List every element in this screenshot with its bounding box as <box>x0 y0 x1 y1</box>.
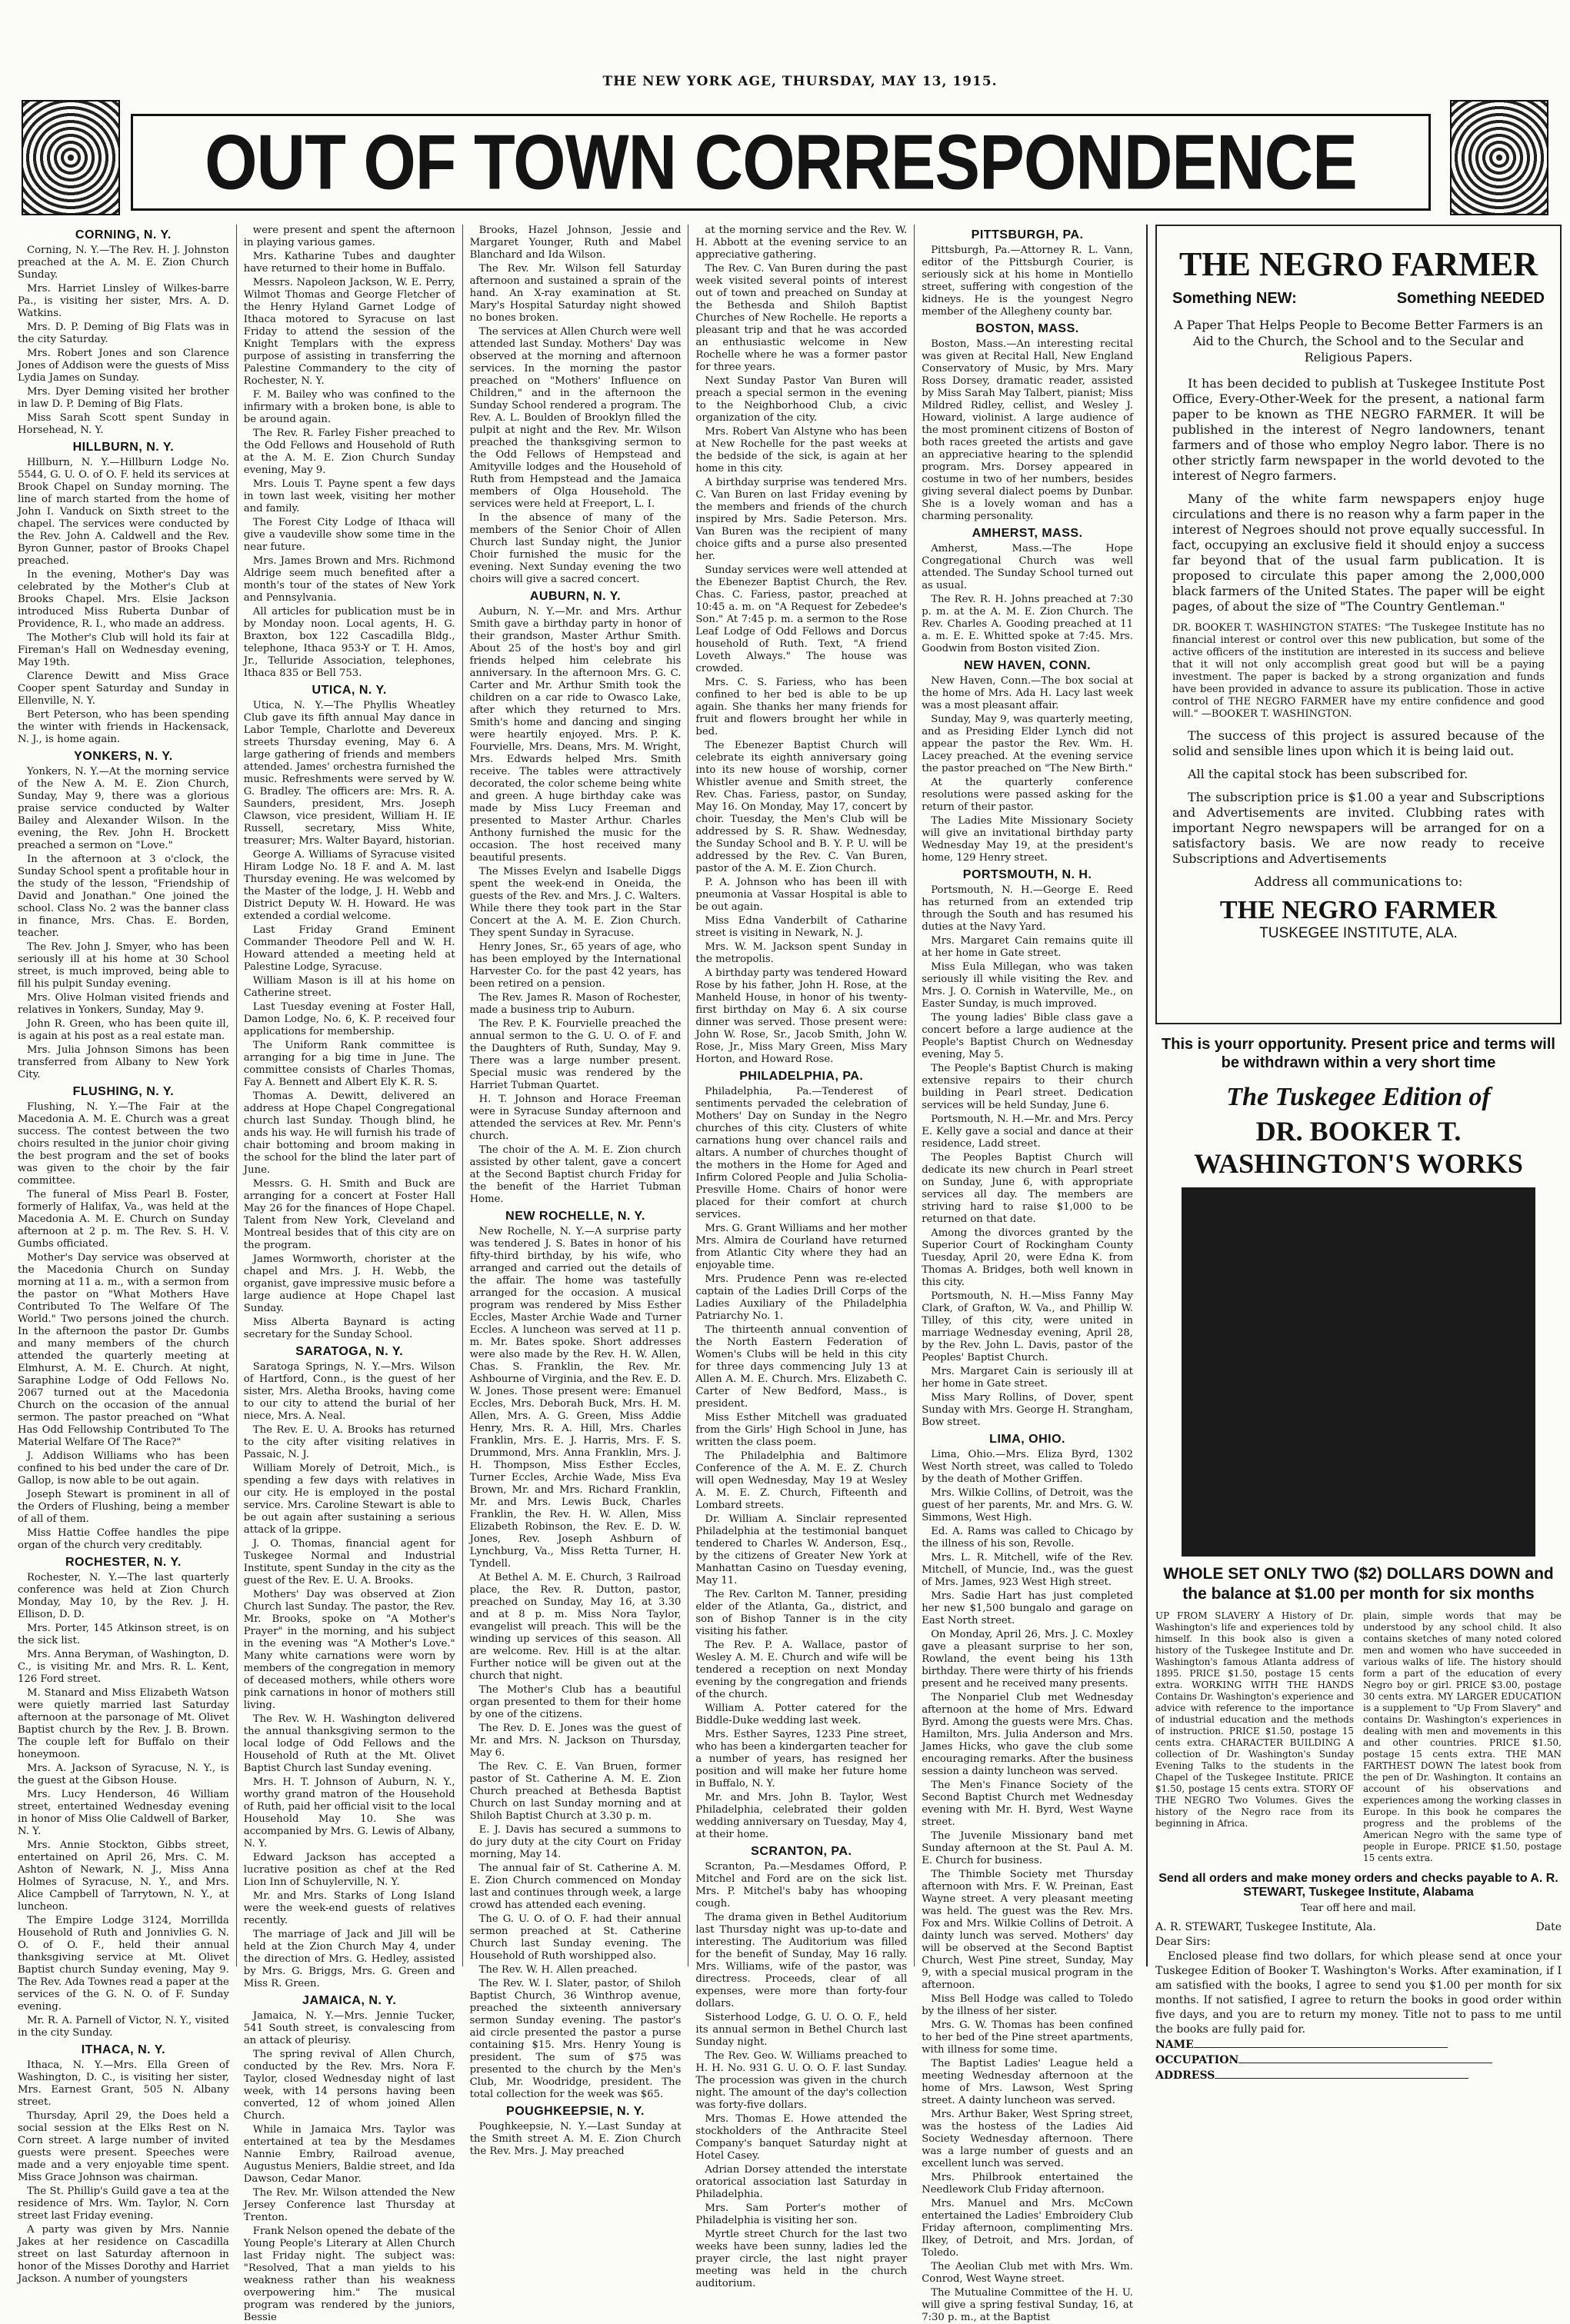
dispatch-paragraph: Ithaca, N. Y.—Mrs. Ella Green of Washington, D. C., is visiting her sister, Mrs. Earnest Grant, 505 N. Albany street. <box>18 2059 229 2108</box>
dispatch-paragraph: The Mutualine Committee of the H. U. will give a spring festival Sunday, 16, at 7:30 p. m., at the Baptist <box>922 2287 1133 2323</box>
dispatch-paragraph: Portsmouth, N. H.—George E. Reed has returned from an extended trip through the South and has resumed his duties at the Navy Yard. <box>922 884 1133 933</box>
dispatch-paragraph: The St. Phillip's Guild gave a tea at the residence of Mrs. Wm. Taylor, N. Corn street last Friday evening. <box>18 2186 229 2222</box>
dispatch-paragraph: The Baptist Ladies' League held a meeting Wednesday afternoon at the home of Mrs. Lawson, West Spring street. A dainty luncheon was served. <box>922 2058 1133 2106</box>
dispatch-paragraph: The Rev. W. I. Slater, pastor, of Shiloh Baptist Church, 36 Winthrop avenue, preached the sixteenth anniversary sermon Sunday evening. The pastor's aid circle presented the pastor a purse containing $15. Mrs. Henry Young is president. The sum of $75 was presented to the church by the Men's Club, Mr. Woodridge, president. The total collection for the week was $65. <box>469 1978 682 2100</box>
dispatch-paragraph: E. J. Davis has secured a summons to do jury duty at the city Court on Friday morning, May 14. <box>469 1824 682 1860</box>
dispatch-paragraph: At Bethel A. M. E. Church, 3 Railroad place, the Rev. R. Dutton, pastor, preached on Sunday, May 16, at 3.30 and at 8 p. m. Miss Nora Taylor, evangelist will preach. This will be the winding up services of this season. All are welcome. Rev. Hill is at the altar. Further notice will be given out at the church that night. <box>469 1572 682 1682</box>
dispatch-paragraph: Mrs. Porter, 145 Atkinson street, is on the sick list. <box>18 1623 229 1646</box>
portrait-image <box>1182 1187 1535 1557</box>
dispatch-paragraph: The annual fair of St. Catherine A. M. E. Zion Church commenced on Monday last and continues through week, a large crowd has attended each evening. <box>469 1863 682 1911</box>
dispatch-paragraph: Mrs. Sam Porter's mother of Philadelphia is visiting her son. <box>695 2202 908 2226</box>
order-instructions: Send all orders and make money orders and checks payable to A. R. STEWART, Tuskegee Institute, Alabama <box>1158 1872 1558 1899</box>
dispatch-heading: POUGHKEEPSIE, N. Y. <box>506 2105 645 2118</box>
dispatch-heading: HILLBURN, N. Y. <box>72 441 175 454</box>
dispatch-paragraph: The Forest City Lodge of Ithaca will give a vaudeville show some time in the near future. <box>243 517 455 553</box>
dispatch-paragraph: Jamaica, N. Y.—Mrs. Jennie Tucker, 541 South street, is convalescing from an attack of pleurisy. <box>243 2010 455 2046</box>
dispatch-paragraph: The thirteenth annual convention of the North Eastern Federation of Women's Clubs will be held in this city for three days commencing July 13 at Allen A. M. E. Church. Mrs. Elizabeth C. Carter of New Bedford, Mass., is president. <box>695 1324 908 1410</box>
book-list-left: UP FROM SLAVERY A History of Dr. Washington's life and experiences told by himself. In this book also is given a history of the Tuskegee Institute and Dr. Washington's famous Atlanta address of 1895. PRICE $1.50, postage 15 cents extra. WORKING WITH THE HANDS Contains Dr. Washington's experience and advice with reference to the importance of industrial education and the methods of instruction. PRICE $1.50, postage 15 cents extra. CHARACTER BUILDING A collection of Dr. Washington's Sunday Evening Talks to the students in the Chapel of the Tuskegee Institute. PRICE $1.50, postage 15 cents extra. STORY OF THE NEGRO Two Volumes. Gives the history of the Negro race from its beginning in Africa. <box>1155 1610 1354 1829</box>
dispatch-paragraph: Mr. and Mrs. Starks of Long Island were the week-end guests of relatives recently. <box>243 1890 455 1926</box>
dispatch-paragraph: The Ebenezer Baptist Church will celebrate its eighth anniversary going into its new house of worship, corner Whistler avenue and Smith street, the Rev. Chas. Fariess, pastor, on Sunday, May 16. On Monday, May 17, concert by choir. Tuesday, the Men's Club will be addressed by S. R. Shaw. Wednesday, the Sunday School and B. Y. P. U. will be addressed by the Rev. C. Van Buren, pastor of the A. M. E. Zion Church. <box>695 740 908 874</box>
page-title: OUT OF TOWN CORRESPONDENCE <box>205 118 1357 206</box>
dispatch-paragraph: Utica, N. Y.—The Phyllis Wheatley Club gave its fifth annual May dance in Labor Temple, Charlotte and Devereux streets Thursday evening, May 6. A large gathering of friends and members attended. James' orchestra furnished the music. Refreshments were served by W. G. Bradley. The officers are: Mrs. R. A. Saunders, president, Mrs. Joseph Clawson, vice president, William H. IE Russell, secretary, Miss White, treasurer; Mrs. Walter Bayard, historian. <box>243 700 455 847</box>
washington-works-ad <box>1155 1035 1562 2083</box>
dispatch-paragraph: Philadelphia, Pa.—Tenderest of sentiments pervaded the celebration of Mothers' Day on Sunday in the Negro churches of this city. Clusters of white carnations hung over chancel rails and altars. A number of churches thought of the mothers in the Home for Aged and Infirm Colored People and Julia Scholia-Presville Home. Chairs of honor were placed for their comfort at church services. <box>695 1086 908 1220</box>
news-column <box>688 225 915 2289</box>
dispatch-paragraph: While in Jamaica Mrs. Taylor was entertained at tea by the Mesdames Nannie Embry, Railroad avenue, Augustus Meniers, Baldie street, and Ida Dawson, Cedar Manor. <box>243 2124 455 2185</box>
dispatch-paragraph: The Misses Evelyn and Isabelle Diggs spent the week-end in Oneida, the guests of the Rev. and Mrs. J. C. Walters. While there they took part in the Star Concert at the A. M. E. Zion Church. They spent Sunday in Syracuse. <box>469 866 682 939</box>
ad-paragraph: Many of the white farm newspapers enjoy huge circulations and there is no reason why a farm paper in the interest of Negroes should not prove equally successful. In fact, occupying an exclusive field it should enjoy a success far beyond that of the usual farm publication. It is proposed to circulate this paper among the 2,000,000 black farmers of the United States. The paper will be eight pages, of about the size of "The Country Gentleman." <box>1172 491 1545 614</box>
dispatch-heading: BOSTON, MASS. <box>975 322 1079 335</box>
dispatch-paragraph: at the morning service and the Rev. W. H. Abbott at the evening service to an appreciative gathering. <box>695 225 908 261</box>
dispatch-paragraph: In the afternoon at 3 o'clock, the Sunday School spent a profitable hour in the study of the lesson, "Friendship of David and Jonathan." One joined the school. Class No. 2 was the banner class in finance, Mrs. Chas. E. Borden, teacher. <box>18 854 229 939</box>
dispatch-paragraph: Boston, Mass.—An interesting recital was given at Recital Hall, New England Conservatory of Music, by Mrs. Mary Ross Dorsey, dramatic reader, assisted by Miss Sarah May Talbert, pianist; Miss Mildred Ridley, cellist, and Wesley J. Howard, violinist. A large audience of the most prominent citizens of Boston of both races greeted the artists and gave an appreciative hearing to the splendid program. Mrs. Dorsey appeared in costume in two of her numbers, besides giving several dialect poems by Dunbar. She is a lovely woman and has a charming personality. <box>922 338 1133 522</box>
dispatch-paragraph: The funeral of Miss Pearl B. Foster, formerly of Halifax, Va., was held at the Macedonia A. M. E. Church on Sunday afternoon at 2 p. m. The Rev. S. H. V. Gumbs officiated. <box>18 1189 229 1250</box>
dispatch-paragraph: The Peoples Baptist Church will dedicate its new church in Pearl street on Sunday, June 6, with appropriate services all day. The members are striving hard to raise $1,000 to be returned on that date. <box>922 1152 1133 1225</box>
dispatch-paragraph: The Rev. R. H. Johns preached at 7:30 p. m. at the A. M. E. Zion Church. The Rev. Charles A. Gooding preached at 11 a. m. E. E. Whitted spoke at 7:45. Mrs. Goodwin from Boston visited Zion. <box>922 594 1133 654</box>
dispatch-paragraph: Mr. and Mrs. John B. Taylor, West Philadelphia, celebrated their golden wedding anniversary on Tuesday, May 4, at their home. <box>695 1792 908 1840</box>
dispatch-paragraph: Mrs. Katharine Tubes and daughter have returned to their home in Buffalo. <box>243 251 455 275</box>
dispatch-paragraph: Edward Jackson has accepted a lucrative position as chef at the Red Lion Inn of Schuylerville, N. Y. <box>243 1852 455 1888</box>
form-field-row <box>1155 2037 1562 2053</box>
dispatch-paragraph: New Haven, Conn.—The box social at the home of Mrs. Ada H. Lacy last week was a most pleasant affair. <box>922 675 1133 711</box>
dispatch-paragraph: Mrs. L. R. Mitchell, wife of the Rev. Mitchell, of Muncie, Ind., was the guest of Mrs. James, 923 West High street. <box>922 1552 1133 1588</box>
dispatch-paragraph: Miss Bell Hodge was called to Toledo by the illness of her sister. <box>922 1993 1133 2017</box>
dispatch-paragraph: Mrs. Harriet Linsley of Wilkes-barre Pa., is visiting her sister, Mrs. A. D. Watkins. <box>18 283 229 319</box>
dispatch-paragraph: Scranton, Pa.—Mesdames Offord, P. Mitchel and Ford are on the sick list. Mrs. P. Mitchel's baby has whooping cough. <box>695 1861 908 1909</box>
dispatch-paragraph: The Rev. P. A. Wallace, pastor of Wesley A. M. E. Church and wife will be tendered a reception on next Monday evening by the congregation and friends of the church. <box>695 1640 908 1700</box>
dispatch-paragraph: In the absence of many of the members of the Senior Choir of Allen Church last Sunday night, the Junior Choir furnished the music for the evening. Next Sunday evening the two choirs will give a sacred concert. <box>469 512 682 585</box>
dispatch-paragraph: Saratoga Springs, N. Y.—Mrs. Wilson of Hartford, Conn., is the guest of her sister, Mrs. Aletha Brooks, having come to our city to attend the burial of her niece, Mrs. A. Neal. <box>243 1361 455 1422</box>
form-fields <box>1155 2037 1562 2083</box>
dispatch-heading: JAMAICA, N. Y. <box>302 1994 397 2007</box>
ornament-right <box>1450 100 1548 215</box>
dispatch-paragraph: Yonkers, N. Y.—At the morning service of the New A. M. E. Zion Church, Sunday, May 9, there was a glorious praise service conducted by Walter Bailey and Alexander Wilson. In the evening, the Rev. John H. Brockett preached a sermon on "Love." <box>18 766 229 851</box>
dispatch-paragraph: Mrs. Olive Holman visited friends and relatives in Yonkers, Sunday, May 9. <box>18 992 229 1016</box>
washington-statement: DR. BOOKER T. WASHINGTON STATES: "The Tuskegee Institute has no financial interest or control over this new publication, but some of the active officers of the institution are interested in its success and believe that it will not only accomplish great good but will be a paying investment. The paper is backed by a strong organization and funds have been provided in advance to assure its publication. Those in active control of THE NEGRO FARMER have my entire confidence and good will." —BOOKER T. WASHINGTON. <box>1172 622 1545 720</box>
dispatch-paragraph: Mrs. W. M. Jackson spent Sunday in the metropolis. <box>695 941 908 965</box>
dispatch-paragraph: Mrs. Lucy Henderson, 46 William street, entertained Wednesday evening in honor of Miss Olie Caldwell of Barker, N. Y. <box>18 1789 229 1837</box>
form-field-row <box>1155 2068 1562 2083</box>
dispatch-paragraph: Last Tuesday evening at Foster Hall, Damon Lodge, No. 6, K. P. received four applications for membership. <box>243 1001 455 1037</box>
tag-right: Something NEEDED <box>1396 290 1545 307</box>
form-salutation: Dear Sirs: <box>1155 1936 1211 1948</box>
dispatch-paragraph: Myrtle street Church for the last two weeks have been sunny, ladies led the prayer circle, the last night prayer meeting was held in the church auditorium. <box>695 2229 908 2289</box>
news-column <box>237 225 463 2323</box>
form-field-label: NAME <box>1155 2039 1194 2051</box>
dispatch-paragraph: The spring revival of Allen Church, conducted by the Rev. Mrs. Nora F. Taylor, closed Wednesday night of last week, with 14 persons having been converted, 12 of whom joined Allen Church. <box>243 2049 455 2122</box>
dispatch-paragraph: Bert Peterson, who has been spending the winter with friends in Hackensack, N. J., is home again. <box>18 709 229 745</box>
dispatch-paragraph: The Uniform Rank committee is arranging for a big time in June. The committee consists of Charles Thomas, Fay A. Bennett and Albert Ely K. R. S. <box>243 1040 455 1088</box>
dispatch-paragraph: J. Addison Williams who has been confined to his bed under the care of Dr. Gallop, is now able to be out again. <box>18 1450 229 1487</box>
dispatch-paragraph: The Rev. R. Farley Fisher preached to the Odd Fellows and Household of Ruth at the A. M. E. Zion Church Sunday evening, May 9. <box>243 428 455 476</box>
dispatch-paragraph: At the quarterly conference resolutions were passed asking for the return of their pastor. <box>922 777 1133 813</box>
book-list-right: plain, simple words that may be understood by any school child. It also contains sketches of many noted colored men and women who have succeeded in various walks of life. The history should form a part of the education of every Negro boy or girl. PRICE $3.00, postage 30 cents extra. MY LARGER EDUCATION is a supplement to "Up From Slavery" and contains Dr. Washington's experiences in dealing with men and movements in this and other countries. PRICE $1.50, postage 15 cents extra. THE MAN FARTHEST DOWN The latest book from the pen of Dr. Washington. It contains an account of his observations and experiences among the working classes in Europe. In this book he compares the progress and the problems of the American Negro with the same type of people in Europe. PRICE $1.50, postage 15 cents extra. <box>1363 1610 1562 1863</box>
dispatch-paragraph: Dr. William A. Sinclair represented Philadelphia at the testimonial banquet tendered to Charles W. Anderson, Esq., by the citizens of Greater New York at Manhattan Casino on Tuesday evening, May 11. <box>695 1513 908 1587</box>
form-body: Enclosed please find two dollars, for which please send at once your Tuskegee Edition of Booker T. Washington's Works. After examination, if I am satisfied with the books, I agree to send you $1.00 per month for six months. If not satisfied, I agree to return the books in good order within five days, and you are to return my money. Title not to pass to me until the books are fully paid for. <box>1155 1950 1562 2036</box>
dispatch-paragraph: In the evening, Mother's Day was celebrated by the Mother's Club at Brooks Chapel. Mrs. Elsie Jackson introduced Miss Ruberta Dunbar of Providence, R. I., who made an address. <box>18 569 229 630</box>
dispatch-paragraph: Mrs. H. T. Johnson of Auburn, N. Y., worthy grand matron of the Household of Ruth, paid her official visit to the local Household May 10. She was accompanied by Mrs. G. Lewis of Albany, N. Y. <box>243 1776 455 1850</box>
dispatch-paragraph: The Rev. Geo. W. Williams preached to H. H. No. 931 G. U. O. O. F. last Sunday. The procession was given in the church night. The amount of the day's collection was forty-five dollars. <box>695 2050 908 2111</box>
dispatch-paragraph: The Rev. Mr. Wilson attended the New Jersey Conference last Thursday at Trenton. <box>243 2187 455 2223</box>
dispatch-paragraph: Messrs. Napoleon Jackson, W. E. Perry, Wilmot Thomas and George Fletcher of the Henry Hyland Garnet Lodge of Ithaca motored to Syracuse on last Friday to attend the session of the Knight Templars with the express purpose of assisting in transferring the Palestine Commandery to the city of Rochester, N. Y. <box>243 277 455 387</box>
dispatch-paragraph: The marriage of Jack and Jill will be held at the Zion Church May 4, under the direction of Mrs. G. Hedley, assisted by Mrs. G. Briggs, Mrs. G. Green and Miss R. Green. <box>243 1929 455 1989</box>
dispatch-paragraph: Mrs. G. Grant Williams and her mother Mrs. Almira de Courland have returned from Atlantic City where they had an enjoyable time. <box>695 1223 908 1271</box>
form-field-label: ADDRESS <box>1155 2069 1215 2082</box>
dispatch-paragraph: Sisterhood Lodge, G. U. O. O. F., held its annual sermon in Bethel Church last Sunday night. <box>695 2012 908 2048</box>
dispatch-paragraph: Mrs. Manuel and Mrs. McCown entertained the Ladies' Embroidery Club Friday afternoon, complimenting Mrs. Ilkey, of Detroit, and Mrs. Jordan, of Toledo. <box>922 2198 1133 2259</box>
dispatch-heading: ROCHESTER, N. Y. <box>65 1556 182 1569</box>
dispatch-paragraph: Henry Jones, Sr., 65 years of age, who has been employed by the International Harvester Co. for the past 42 years, has been retired on a pension. <box>469 941 682 990</box>
dispatch-heading: NEW HAVEN, CONN. <box>964 659 1092 672</box>
address-intro: Address all communications to: <box>1254 874 1463 890</box>
dispatch-paragraph: Flushing, N. Y.—The Fair at the Macedonia A. M. E. Church was a great success. The contest between the two choirs resulted in the junior choir giving the best program and the set of books was given to the choir by the fair committee. <box>18 1101 229 1187</box>
dispatch-paragraph: F. M. Bailey who was confined to the infirmary with a broken bone, is able to be around again. <box>243 389 455 425</box>
dispatch-paragraph: Portsmouth, N. H.—Mr. and Mrs. Percy E. Kelly gave a social and dance at their residence, Ladd street. <box>922 1114 1133 1150</box>
dispatch-paragraph: Mr. R. A. Parnell of Victor, N. Y., visited in the city Sunday. <box>18 2015 229 2039</box>
ad-paragraph: The success of this project is assured because of the solid and sensible lines upon which it is being laid out. <box>1172 728 1545 758</box>
dispatch-paragraph: Mrs. Annie Stockton, Gibbs street, entertained on April 26, Mrs. C. M. Ashton of Newark, N. J., Miss Anna Holmes of Syracuse, N. Y., and Mrs. Alice Campbell of Tarrytown, N. Y., at luncheon. <box>18 1840 229 1913</box>
dispatch-paragraph: Mrs. Louis T. Payne spent a few days in town last week, visiting her mother and family. <box>243 478 455 514</box>
form-date: Date <box>1535 1921 1562 1933</box>
dispatch-paragraph: The Rev. C. E. Van Bruen, former pastor of St. Catherine A. M. E. Zion Church preached at Bethesda Baptist Church on last Sunday morning and at Shiloh Baptist Church at 3.30 p. m. <box>469 1761 682 1822</box>
dispatch-heading: NEW ROCHELLE, N. Y. <box>505 1210 645 1223</box>
form-field-row <box>1155 2053 1562 2068</box>
dispatch-paragraph: Mrs. Wilkie Collins, of Detroit, was the guest of her parents, Mr. and Mrs. G. W. Simmons, West High. <box>922 1487 1133 1523</box>
dispatch-paragraph: The Rev. John J. Smyer, who has been seriously ill at his home at 30 School street, is much improved, being able to fill his pulpit Sunday evening. <box>18 941 229 990</box>
dispatch-paragraph: Mother's Day service was observed at the Macedonia Church on Sunday morning at 11 a. m., with a sermon from the pastor on "What Mothers Have Contributed To The Welfare Of The World." Two persons joined the church. In the afternoon the pastor Dr. Gumbs and many members of the church attended the quarterly meeting at Elmhurst, A. M. E. Church. At night, Saraphine Lodge of Odd Fellows No. 2067 turned out at the Macedonia Church on the occasion of the annual sermon. The pastor preached on "What Has Odd Fellowship Contributed To The Material Welfare Of The Race?" <box>18 1252 229 1448</box>
dispatch-paragraph: William Morely of Detroit, Mich., is spending a few days with relatives in our city. He is employed in the postal service. Mrs. Caroline Stewart is able to be out again after sustaining a serious attack of la grippe. <box>243 1463 455 1536</box>
dispatch-heading: YONKERS, N. Y. <box>74 750 173 763</box>
ad-paragraph: All the capital stock has been subscribed for. <box>1188 767 1468 781</box>
dispatch-paragraph: Miss Hattie Coffee handles the pipe organ of the church very creditably. <box>18 1527 229 1551</box>
dispatch-paragraph: Mrs. Arthur Baker, West Spring street, was the hostess of the Ladies Aid Society Wednesday afternoon. There was a large number of guests and an excellent lunch was served. <box>922 2109 1133 2169</box>
dispatch-heading: SCRANTON, PA. <box>751 1845 852 1858</box>
book-list <box>1155 1610 1562 1864</box>
dispatch-paragraph: Miss Eula Millegan, who was taken seriously ill while visiting the Rev. and Mrs. J. O. Cornish in Waterville, Me., on Easter Sunday, is much improved. <box>922 961 1133 1010</box>
dispatch-paragraph: James Wormworth, chorister at the chapel and Mrs. J. H. Webb, the organist, gave impressive music before a large audience at Hope Chapel last Sunday. <box>243 1254 455 1314</box>
order-form <box>1155 1920 1562 2083</box>
dispatch-paragraph: Miss Mary Rollins, of Dover, spent Sunday with Mrs. George H. Strangham, Bow street. <box>922 1392 1133 1428</box>
dispatch-paragraph: Rochester, N. Y.—The last quarterly conference was held at Zion Church Monday, May 10, by the Rev. J. H. Ellison, D. D. <box>18 1572 229 1620</box>
dispatch-paragraph: Brooks, Hazel Johnson, Jessie and Margaret Younger, Ruth and Mabel Blanchard and Ida Wilson. <box>469 225 682 261</box>
tear-line: Tear off here and mail. <box>1301 1903 1416 1914</box>
dispatch-paragraph: P. A. Johnson who has been ill with pneumonia at Vassar Hospital is able to be out again. <box>695 877 908 913</box>
dispatch-paragraph: Miss Esther Mitchell was graduated from the Girls' High School in June, has written the class poem. <box>695 1412 908 1448</box>
ornament-left <box>22 100 120 215</box>
dispatch-paragraph: The Rev. P. K. Fourvielle preached the annual sermon to the G. U. O. of F. and the Daughters of Ruth, Sunday, May 9. There was a large number present. Special music was rendered by the Harriet Tubman Quartet. <box>469 1018 682 1091</box>
ad-paragraph: The subscription price is $1.00 a year and Subscriptions and Advertisements are invited. Clubbing rates with important Negro newspapers will be arranged for on a satisfactory basis. We are now ready to receive Subscriptions and Advertisements <box>1172 790 1545 866</box>
dispatch-paragraph: The choir of the A. M. E. Zion church assisted by other talent, gave a concert at the Second Baptist church Friday for the benefit of the Harriet Tubman Home. <box>469 1144 682 1205</box>
section-banner <box>131 114 1431 211</box>
dispatch-paragraph: Mrs. G. W. Thomas has been confined to her bed of the Pine street apartments, with illness for some time. <box>922 2019 1133 2056</box>
edition-title: The Tuskegee Edition of <box>1226 1083 1491 1111</box>
ad-brand: THE NEGRO FARMER <box>1219 896 1498 924</box>
dispatch-paragraph: The Thimble Society met Thursday afternoon with Mrs. F. W. Preinan, East Wayne street. A very pleasant meeting was held. The guest was the Rev. Mrs. Fox and Mrs. Wilkie Collins of Detroit. A dainty lunch was served. Mothers' day will be observed at the Second Baptist Church, West Pine street, Sunday, May 9, with a special musical program in the afternoon. <box>922 1869 1133 1991</box>
dispatch-paragraph: Corning, N. Y.—The Rev. H. J. Johnston preached at the A. M. E. Zion Church Sunday. <box>18 245 229 281</box>
dispatch-paragraph: The Rev. E. U. A. Brooks has returned to the city after visiting relatives in Passaic, N. J. <box>243 1424 455 1460</box>
dispatch-paragraph: William A. Potter catered for the Biddle-Duke wedding last week. <box>695 1703 908 1726</box>
dispatch-paragraph: Last Friday Grand Eminent Commander Theodore Pell and W. H. Howard attended a meeting held at Palestine Lodge, Syracuse. <box>243 924 455 973</box>
dispatch-paragraph: The drama given in Bethel Auditorium last Thursday night was up-to-date and interesting. The Auditorium was filled for the benefit of Sunday, May 16 rally. Mrs. Williams, wife of the pastor, was directress. Proceeds, clear of all expenses, were more than forty-four dollars. <box>695 1912 908 2009</box>
ad-title: THE NEGRO FARMER <box>1178 245 1538 283</box>
dispatch-paragraph: John R. Green, who has been quite ill, is again at his post as a real estate man. <box>18 1018 229 1042</box>
dispatch-paragraph: The Men's Finance Society of the Second Baptist Church met Wednesday evening with Mr. H. Byrd, West Wayne street. <box>922 1780 1133 1828</box>
dispatch-heading: CORNING, N. Y. <box>75 228 172 241</box>
dispatch-paragraph: The People's Baptist Church is making extensive repairs to their church building in Pearl street. Dedication services will be held Sunday, June 6. <box>922 1063 1133 1111</box>
dispatch-paragraph: Sunday, May 9, was quarterly meeting, and as Presiding Elder Lynch did not appear the pastor the Rev. Wm. H. Lacey preached. At the evening service the pastor preached on "The New Birth." <box>922 714 1133 774</box>
dispatch-heading: SARATOGA, N. Y. <box>295 1345 404 1358</box>
dispatch-paragraph: Mrs. Dyer Deming visited her brother in law D. P. Deming of Big Flats. <box>18 386 229 410</box>
dispatch-paragraph: The services at Allen Church were well attended last Sunday. Mothers' Day was observed at the morning and afternoon services. In the morning the pastor preached on "Mothers' Influence on Children," and in the afternoon the Sunday School rendered a program. The Rev. A. L. Boulden of Brooklyn filled the pulpit at night and the Rev. Mr. Wilson preached the thanksgiving sermon to the Odd Fellows of Hempstead and Amityville lodges and the Household of Ruth from Hempstead and the Jamaica members of Olga Household. The services were held at Freeport, L. I. <box>469 326 682 510</box>
form-field-line[interactable] <box>1238 2053 1492 2063</box>
dispatch-paragraph: Mrs. Robert Jones and son Clarence Jones of Addison were the guests of Miss Lydia James on Sunday. <box>18 348 229 384</box>
dispatch-paragraph: Messrs. G. H. Smith and Buck are arranging for a concert at Foster Hall May 26 for the finances of Hope Chapel. Talent from New York, Cleveland and Montreal besides that of this city are on the program. <box>243 1178 455 1251</box>
dispatch-heading: LIMA, OHIO. <box>989 1433 1065 1446</box>
dispatch-paragraph: A birthday surprise was tendered Mrs. C. Van Buren on last Friday evening by the members and friends of the church inspired by Mrs. Sadie Peterson. Mrs. Van Buren was the recipient of many choice gifts and a purse also presented her. <box>695 477 908 562</box>
dispatch-paragraph: The Aeolian Club met with Mrs. Wm. Conrod, West Wayne street. <box>922 2261 1133 2285</box>
dispatch-paragraph: Mrs. A. Jackson of Syracuse, N. Y., is the guest at the Gibson House. <box>18 1763 229 1786</box>
form-to: A. R. STEWART, Tuskegee Institute, Ala. <box>1155 1921 1376 1933</box>
dispatch-paragraph: A birthday party was tendered Howard Rose by his father, John H. Rose, at the Manheld House, in honor of his twenty-first birthday on May 6. A six course dinner was served. Those present were: John W. Rose, Sr., Jacob Smith, John W. Rose, Jr., Miss Mary Green, Miss Mary Horton, and Howard Rose. <box>695 967 908 1065</box>
dispatch-paragraph: Mrs. Anna Beryman, of Washington, D. C., is visiting Mr. and Mrs. R. L. Kent, 126 Ford street. <box>18 1649 229 1685</box>
dispatch-paragraph: The Rev. D. E. Jones was the guest of Mr. and Mrs. N. Jackson on Thursday, May 6. <box>469 1723 682 1759</box>
dispatch-paragraph: The G. U. O. of O. F. had their annual sermon preached at St. Catherine Church last Sunday evening. The Household of Ruth worshipped also. <box>469 1913 682 1962</box>
dispatch-paragraph: Clarence Dewitt and Miss Grace Cooper spent Saturday and Sunday in Ellenville, N. Y. <box>18 671 229 707</box>
form-field-line[interactable] <box>1194 2037 1448 2048</box>
tag-left: Something NEW: <box>1172 290 1297 307</box>
dispatch-paragraph: Pittsburgh, Pa.—Attorney R. L. Vann, editor of the Pittsburgh Courier, is seriously sick at his home in Montiello street, suffering with congestion of the kidneys. He is the youngest Negro member of the Allegheny county bar. <box>922 245 1133 318</box>
dispatch-paragraph: J. O. Thomas, financial agent for Tuskegee Normal and Industrial Institute, spent Sunday in the city as the guest of the Rev. E. U. A. Brooks. <box>243 1538 455 1587</box>
dispatch-paragraph: Hillburn, N. Y.—Hillburn Lodge No. 5544, G. U. O. of O. F. held its services at Brook Chapel on Sunday morning. The line of march started from the home of John I. Vanduck on Sixth street to the chapel. The services were conducted by the Rev. John A. Caldwell and the Rev. Byron Gunner, pastor of Brooks Chapel preached. <box>18 457 229 567</box>
dispatch-paragraph: Miss Alberta Baynard is acting secretary for the Sunday School. <box>243 1317 455 1340</box>
dispatch-paragraph: Mrs. Philbrook entertained the Needlework Club Friday afternoon. <box>922 2172 1133 2196</box>
dispatch-heading: FLUSHING, N. Y. <box>72 1085 175 1098</box>
dispatch-heading: AUBURN, N. Y. <box>529 590 622 603</box>
dispatch-paragraph: On Monday, April 26, Mrs. J. C. Moxley gave a pleasant surprise to her son, Rowland, the event being his 13th birthday. There were thirty of his friends present and he received many presents. <box>922 1629 1133 1690</box>
dispatch-paragraph: Mrs. Margaret Cain is seriously ill at her home in Gate street. <box>922 1366 1133 1390</box>
dispatch-paragraph: Mrs. James Brown and Mrs. Richmond Aldrige seem much benefited after a month's tour of the states of New York and Pennsylvania. <box>243 555 455 604</box>
dispatch-heading: PHILADELPHIA, PA. <box>739 1070 864 1083</box>
dateline: THE NEW YORK AGE, THURSDAY, MAY 13, 1915. <box>602 74 998 89</box>
works-title: DR. BOOKER T. WASHINGTON'S WORKS <box>1194 1116 1523 1179</box>
dispatch-paragraph: Miss Edna Vanderbilt of Catharine street is visiting in Newark, N. J. <box>695 915 908 939</box>
form-header <box>1155 1920 1562 1935</box>
dispatch-paragraph: Among the divorces granted by the Superior Court of Rockingham County Tuesday, April 20, were Edna K. from Thomas A. Bridges, both well known in this city. <box>922 1227 1133 1288</box>
dispatch-paragraph: Joseph Stewart is prominent in all of the Orders of Flushing, being a member of all of them. <box>18 1489 229 1525</box>
dispatch-heading: ITHACA, N. Y. <box>81 2043 166 2056</box>
ad-place: TUSKEGEE INSTITUTE, ALA. <box>1259 925 1458 941</box>
advertisements <box>1146 225 1562 2082</box>
news-columns <box>11 225 1140 2323</box>
dispatch-paragraph: Mrs. D. P. Deming of Big Flats was in the city Saturday. <box>18 321 229 345</box>
dispatch-paragraph: All articles for publication must be in by Monday noon. Local agents, H. G. Braxton, box 122 Cascadilla Bldg., telephone, Ithaca 953-Y or T. H. Amos, Jr., Telluride Association, telephones, Ithaca 835 or Bell 753. <box>243 606 455 679</box>
dispatch-paragraph: Portsmouth, N. H.—Miss Fanny May Clark, of Grafton, W. Va., and Phillip W. Tilley, of this city, were united in marriage Wednesday evening, April 28, by the Rev. John L. Davis, pastor of the Peoples' Baptist Church. <box>922 1290 1133 1363</box>
form-field-label: OCCUPATION <box>1155 2054 1239 2066</box>
dispatch-paragraph: were present and spent the afternoon in playing various games. <box>243 225 455 248</box>
form-field-line[interactable] <box>1215 2068 1468 2079</box>
dispatch-paragraph: New Rochelle, N. Y.—A surprise party was tendered J. S. Bates in honor of his fifty-third birthday, by his wife, who arranged and carried out the details of the affair. The home was tastefully arranged for the occasion. A musical program was rendered by Miss Esther Eccles, Master Archie Wade and Turner Eccles. A luncheon was served at 11 p. m. Mr. Bates spoke. Short addresses were also made by the Rev. H. W. Allen, Chas. S. Franklin, the Rev. Mr. Ashbourne of Virginia, and the Rev. E. D. W. Jones. Those present were: Emanuel Eccles, Mrs. Deborah Buck, Mrs. H. M. Allen, Mrs. A. G. Green, Miss Addie Henry, Mrs. R. A. Hill, Mrs. Charles Franklin, Mrs. E. J. Harris, Mrs. F. S. Drummond, Mrs. Anna Franklin, Mrs. J. H. Thompson, Miss Esther Eccles, Turner Eccles, Archie Wade, Miss Eva Brown, Mr. and Mrs. Richard Franklin, Mr. and Mrs. Lewis Buck, Charles Franklin, the Rev. H. W. Allen, Miss Elizabeth Robinson, the Rev. E. D. W. Jones, Rev. Joseph Ashburn of Lynchburg, Va., Miss Retta Turner, H. Tyndell. <box>469 1226 682 1570</box>
dispatch-paragraph: The Philadelphia and Baltimore Conference of the A. M. E. Z. Church will open Wednesday, May 19 at Wesley A. M. E. Z. Church, Fifteenth and Lombard streets. <box>695 1450 908 1511</box>
news-column <box>915 225 1140 2323</box>
dispatch-paragraph: The young ladies' Bible class gave a concert before a large audience at the People's Baptist Church on Wednesday evening, May 5. <box>922 1012 1133 1060</box>
ad-tagline <box>1172 290 1545 308</box>
dispatch-heading: PORTSMOUTH, N. H. <box>962 868 1092 881</box>
dispatch-paragraph: Mothers' Day was observed at Zion Church last Sunday. The pastor, the Rev. Mr. Brooks, spoke on "A Mother's Prayer" in the morning, and his subject in the evening was "A Mother's Love." Many white carnations were worn by members of the congregation in memory of deceased mothers, while others wore pink carnations in honor of mothers still living. <box>243 1589 455 1711</box>
ad-intro: A Paper That Helps People to Become Better Farmers is an Aid to the Church, the School and to the Secular and Religious Papers. <box>1174 318 1543 365</box>
news-column <box>11 225 237 2285</box>
dispatch-paragraph: Mrs. C. S. Fariess, who has been confined to her bed is able to be up again. She thanks her many friends for fruit and flowers brought her while in bed. <box>695 677 908 737</box>
news-column <box>463 225 689 2157</box>
dispatch-paragraph: M. Stanard and Miss Elizabeth Watson were quietly married last Saturday afternoon at the parsonage of Mt. Olivet Baptist church by the Rev. J. B. Brown. The couple left for Buffalo on their honeymoon. <box>18 1687 229 1760</box>
dispatch-paragraph: The Juvenile Missionary band met Sunday afternoon at the St. Paul A. M. E. Church for business. <box>922 1830 1133 1866</box>
dispatch-paragraph: Poughkeepsie, N. Y.—Last Sunday at the Smith street A. M. E. Zion Church the Rev. Mrs. J. May preached <box>469 2121 682 2157</box>
dispatch-paragraph: Lima, Ohio.—Mrs. Eliza Byrd, 1302 West North street, was called to Toledo by the death of Mother Griffen. <box>922 1449 1133 1485</box>
dispatch-paragraph: A party was given by Mrs. Nannie Jakes at her residence on Cascadilla street on last Saturday afternoon in honor of the Misses Dorothy and Harriet Jackson. A number of youngsters <box>18 2224 229 2285</box>
dispatch-paragraph: William Mason is ill at his home on Catherine street. <box>243 975 455 999</box>
dispatch-paragraph: The Empire Lodge 3124, Morrillda Household of Ruth and Jonnivlies G. N. O. of O. F., held their annual thanksgiving service at Mt. Olivet Baptist church Sunday evening, May 9. The Rev. Ada Townes read a paper at the services of the G. N. O. of F. Sunday evening. <box>18 1915 229 2013</box>
dispatch-paragraph: Mrs. Julia Johnson Simons has been transferred from Albany to New York City. <box>18 1044 229 1080</box>
dispatch-paragraph: Miss Sarah Scott spent Sunday in Horsehead, N. Y. <box>18 412 229 436</box>
dispatch-heading: AMHERST, MASS. <box>972 527 1083 540</box>
dispatch-paragraph: Sunday services were well attended at the Ebenezer Baptist Church, the Rev. Chas. C. Fariess, pastor, preached at 10:45 a. m. on "A Request for Zebedee's Son." At 7:45 p. m. a sermon to the Rose Leaf Lodge of Odd Fellows and Dorcus household of Ruth. Text, "A friend Loveth Always." The house was crowded. <box>695 564 908 674</box>
dispatch-paragraph: Adrian Dorsey attended the interstate oratorical association last Saturday in Philadelphia. <box>695 2164 908 2200</box>
price-line: WHOLE SET ONLY TWO ($2) DOLLARS DOWN and the balance at $1.00 per month for six months <box>1163 1565 1554 1603</box>
dispatch-paragraph: The Rev. W. H. Allen preached. <box>478 1964 638 1976</box>
dispatch-paragraph: Thursday, April 29, the Does held a social session at the Elks Rest on N. Corn street. A large number of invited guests were present. Speeches were made and a very enjoyable time spent. Miss Grace Johnson was chairman. <box>18 2110 229 2183</box>
dispatch-paragraph: The Rev. James R. Mason of Rochester, made a business trip to Auburn. <box>469 992 682 1016</box>
dispatch-paragraph: Frank Nelson opened the debate of the Young People's Literary at Allen Church last Friday night. The subject was: "Resolved, That a man yields to his weakness rather than his weakness overpowering him." The musical program was rendered by the juniors, Bessie <box>243 2226 455 2323</box>
dispatch-paragraph: The Rev. Carlton M. Tanner, presiding elder of the Atlanta, Ga., district, and son of Bishop Tanner is in the city visiting his father. <box>695 1589 908 1637</box>
dispatch-paragraph: The Nonpariel Club met Wednesday afternoon at the home of Mrs. Edward Byrd. Among the guests were Mrs. Chas. Hamilton, Mrs. Julia Anderson and Mrs. James Hicks, who gave the club some encouraging remarks. After the business session a dainty luncheon was served. <box>922 1692 1133 1777</box>
dispatch-paragraph: Next Sunday Pastor Van Buren will preach a special sermon in the evening to the Neighborhood Club, a civic organization of the city. <box>695 375 908 424</box>
negro-farmer-ad <box>1155 225 1562 1024</box>
dispatch-paragraph: Mrs. Margaret Cain remains quite ill at her home in Gate street. <box>922 935 1133 959</box>
dispatch-paragraph: Mrs. Esther Sayres, 1233 Pine street, who has been a kindergarten teacher for a number of years, has resigned her position and will make her future home in Buffalo, N. Y. <box>695 1729 908 1790</box>
dispatch-paragraph: Mrs. Robert Van Alstyne who has been at New Rochelle for the past weeks at the bedside of the sick, is again at her home in this city. <box>695 426 908 474</box>
dispatch-heading: PITTSBURGH, PA. <box>971 228 1084 241</box>
opportunity-banner: This is yourr opportunity. Present price and terms will be withdrawn within a very short time <box>1162 1036 1555 1071</box>
dispatch-paragraph: Mrs. Sadie Hart has just completed her new $1,500 bungalo and garage on East North street. <box>922 1590 1133 1626</box>
dispatch-paragraph: H. T. Johnson and Horace Freeman were in Syracuse Sunday afternoon and attended the services at Rev. Mr. Penn's church. <box>469 1094 682 1142</box>
dispatch-paragraph: The Rev. W. H. Washington delivered the annual thanksgiving sermon to the local lodge of Odd Fellows and the Household of Ruth at the Mt. Olivet Baptist Church last Sunday evening. <box>243 1713 455 1774</box>
dispatch-paragraph: The Mother's Club will hold its fair at Fireman's Hall on Wednesday evening, May 19th. <box>18 632 229 668</box>
dispatch-paragraph: Thomas A. Dewitt, delivered an address at Hope Chapel Congregational church last Sunday. Though blind, he ands his way. He will furnish his trade of chair bottoming and broom making in the school for the blind the later part of June. <box>243 1090 455 1176</box>
dispatch-paragraph: The Rev. C. Van Buren during the past week visited several points of interest out of town and preached on Sunday at the Bethesda and Shiloh Baptist Churches of New Rochelle. He reports a pleasant trip and that he was accorded an enthusiastic welcome in New Rochelle where he was a former pastor for three years. <box>695 263 908 373</box>
dispatch-paragraph: Amherst, Mass.—The Hope Congregational Church was well attended. The Sunday School turned out as usual. <box>922 543 1133 591</box>
dispatch-paragraph: George A. Williams of Syracuse visited Hiram Lodge No. 18 F. and A. M. last Thursday evening. He was welcomed by the Master of the lodge, J. H. Webb and District Deputy W. H. Howard. He was extended a cordial welcome. <box>243 849 455 922</box>
dispatch-paragraph: The Mother's Club has a beautiful organ presented to them for their home by one of the citizens. <box>469 1684 682 1720</box>
dispatch-paragraph: Auburn, N. Y.—Mr. and Mrs. Arthur Smith gave a birthday party in honor of their grandson, Master Arthur Smith. About 25 of the host's boy and girl friends helped him celebrate his anniversary. In the afternoon Mrs. G. C. Carter and Mr. Arthur Smith took the children on a car ride to Owasco Lake, after which they returned to Mrs. Smith's home and dancing and singing were heartily enjoyed. Mrs. P. K. Fourvielle, Mrs. Deans, Mrs. M. Wright, Mrs. Edwards helped Mrs. Smith receive. The tables were attractively decorated, the color scheme being white and green. A huge birthday cake was made by Miss Lucy Freeman and presented to Master Arthur. Charles Anthony furnished the music for the occasion. The host received many beautiful presents. <box>469 606 682 864</box>
ad-paragraph: It has been decided to publish at Tuskegee Institute Post Office, Every-Other-Week for the present, a national farm paper to be known as THE NEGRO FARMER. It will be published in the interest of Negro landowners, tenant farmers and of those who employ Negro labor. There is no other strictly farm newspaper in the world devoted to the interest of Negro farmers. <box>1172 376 1545 483</box>
dispatch-paragraph: Mrs. Prudence Penn was re-elected captain of the Ladies Drill Corps of the Ladies Auxiliary of the Philadelphia Patriarchy No. 1. <box>695 1274 908 1322</box>
dispatch-paragraph: The Ladies Mite Missionary Society will give an invitational birthday party Wednesday May 19, at the president's home, 129 Henry street. <box>922 815 1133 864</box>
dispatch-heading: UTICA, N. Y. <box>312 684 387 697</box>
dispatch-paragraph: Ed. A. Rams was called to Chicago by the illness of his son, Revolle. <box>922 1526 1133 1550</box>
dispatch-paragraph: The Rev. Mr. Wilson fell Saturday afternoon and sustained a sprain of the hand. An X-ray examination at St. Mary's Hospital Saturday night showed no bones broken. <box>469 263 682 324</box>
dispatch-paragraph: Mrs. Thomas E. Howe attended the stockholders of the Anthracite Steel Company's banquet Saturday night at Hotel Casey. <box>695 2113 908 2162</box>
